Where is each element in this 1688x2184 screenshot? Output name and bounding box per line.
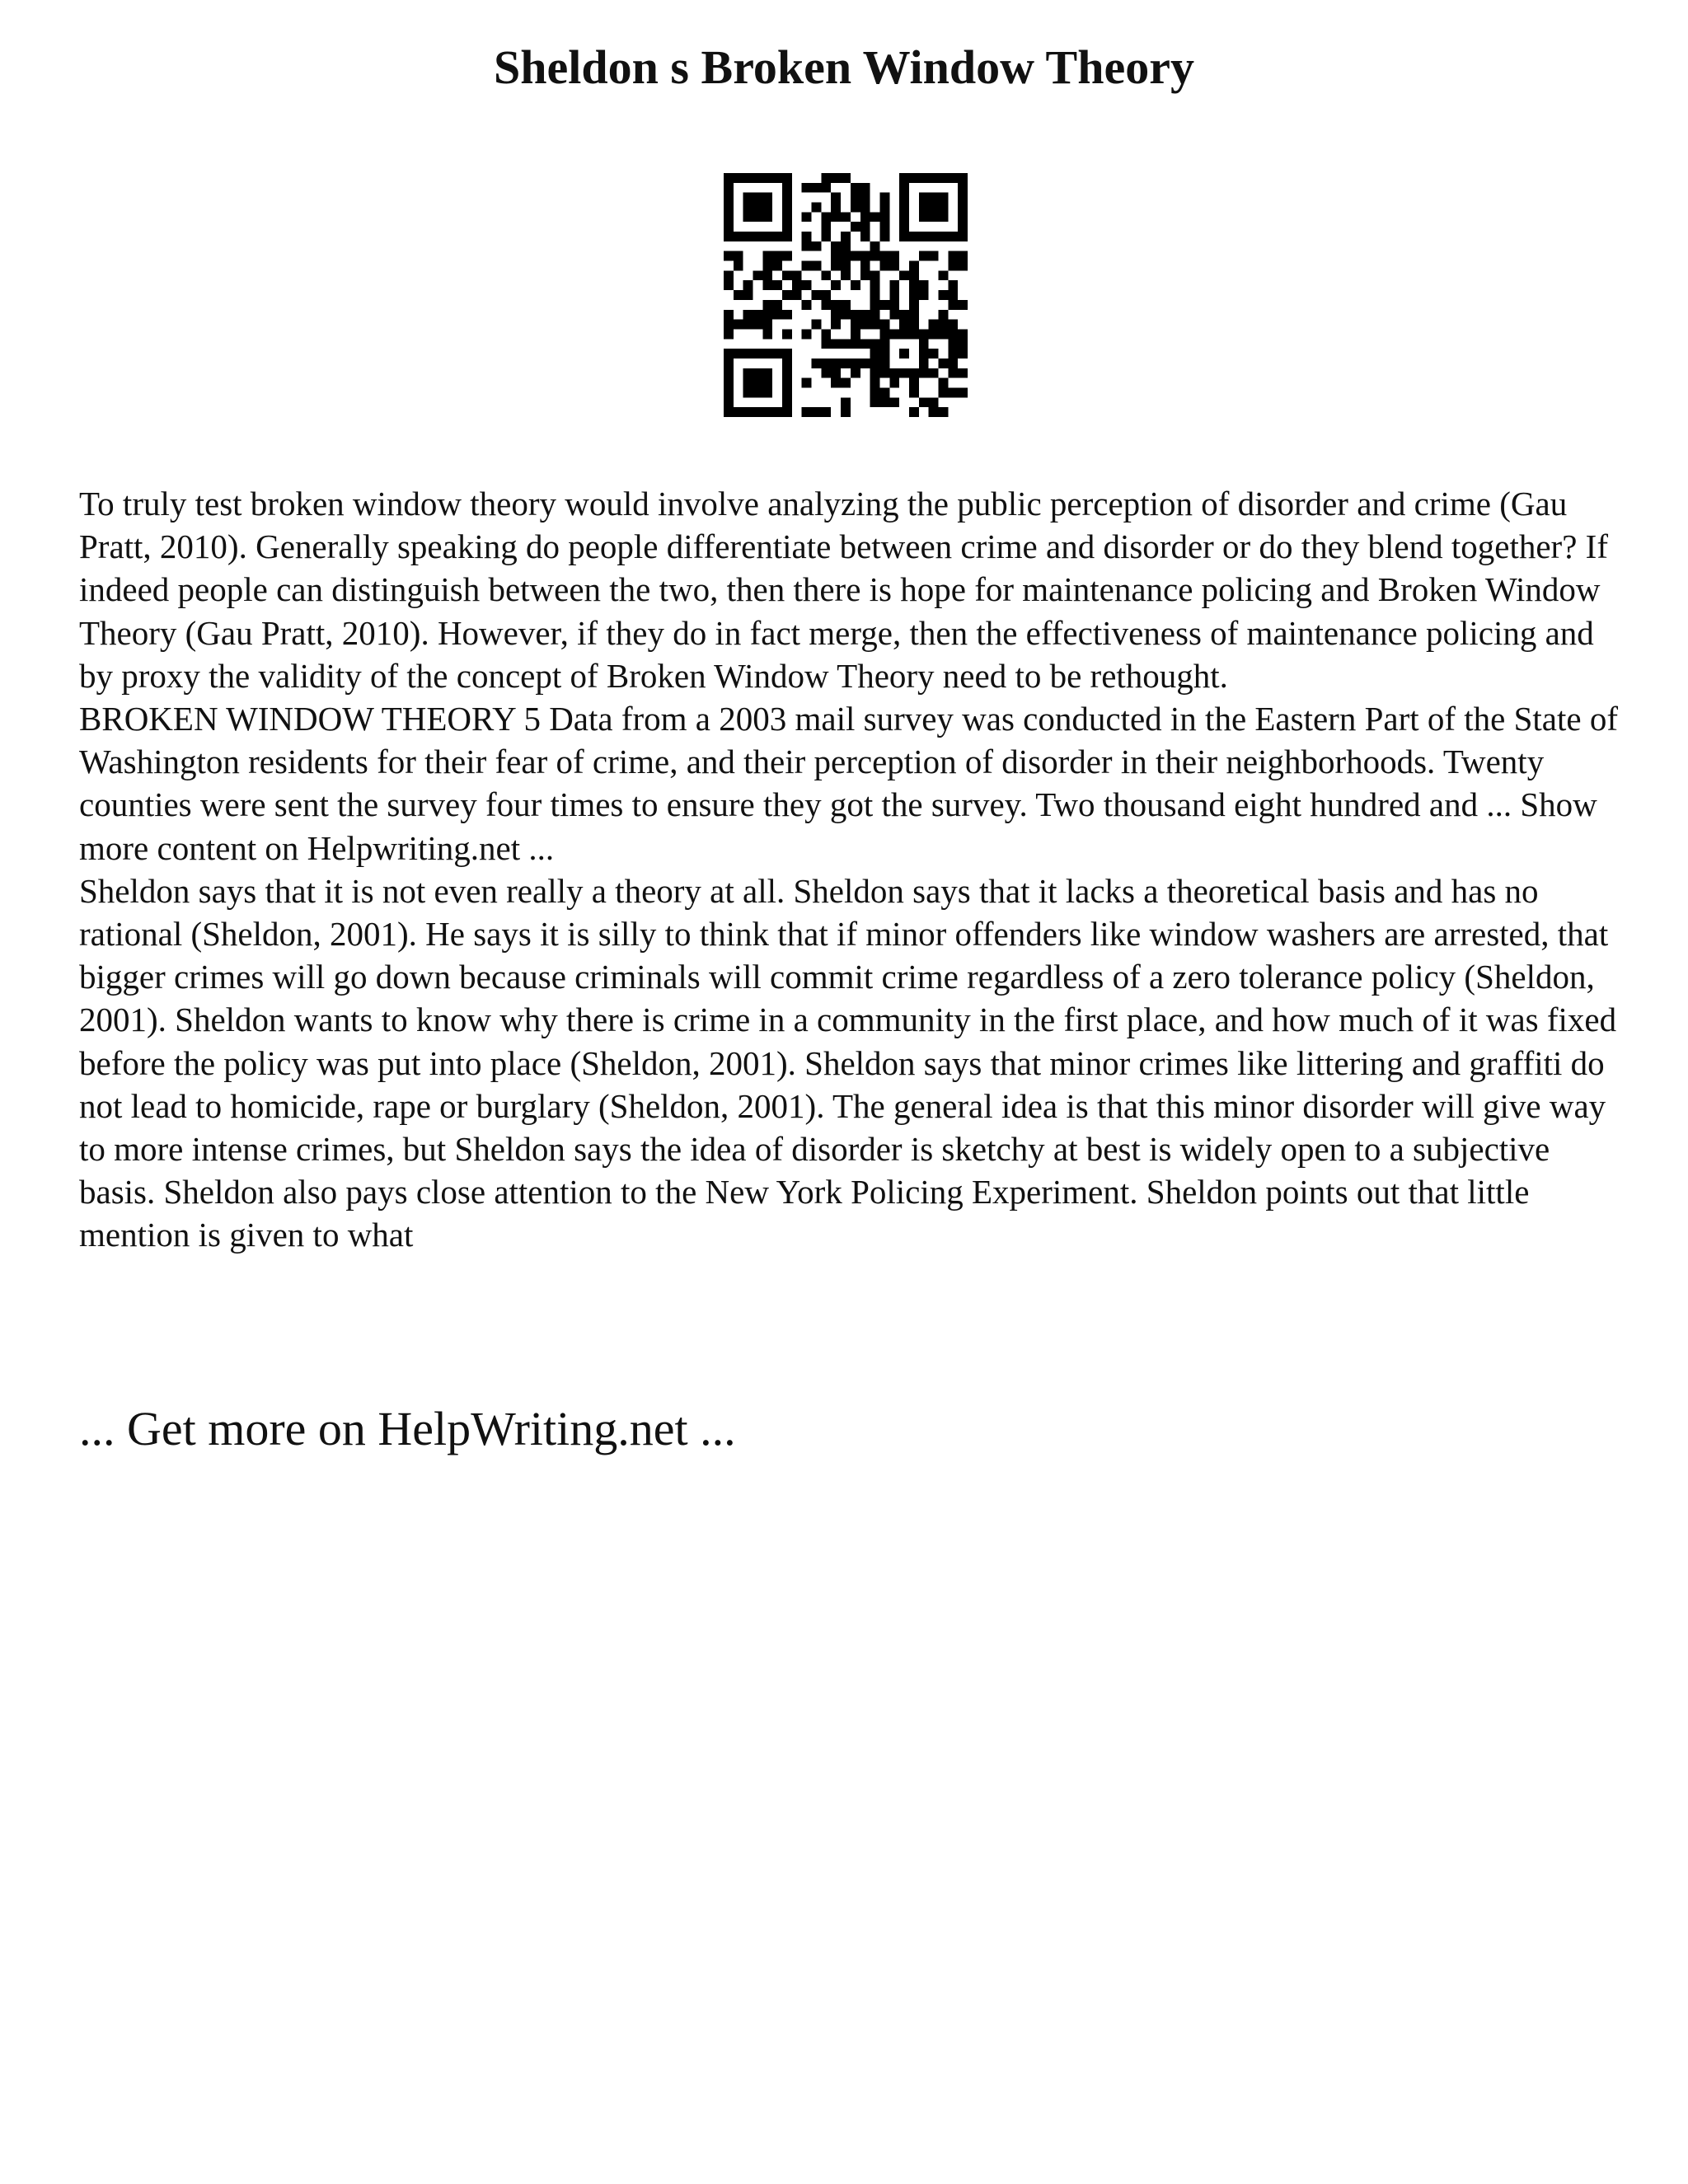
document-title: Sheldon s Broken Window Theory [494,40,1194,94]
paragraph: Sheldon says that it is not even really a theory at all. Sheldon says that it lacks a theoretical basis and has no rational (Sheldon, 2001). He says it is silly to think that if minor offenders like window washers are arrested, that bigger crimes will go down because criminals will commit crime regardless of a zero tolerance policy (Sheldon, 2001). Sheldon wants to know why there is crime in a community in the first place, and how much of it was fixed before the policy was put into place (Sheldon, 2001). Sheldon says that minor crimes like littering and graffiti do not lead to homicide, rape or burglary (Sheldon, 2001). The general idea is that this minor disorder will give way to more intense crimes, but Sheldon says the idea of disorder is sketchy at best is widely open to a subjective basis. Sheldon also pays close attention to the New York Policing Experiment. Sheldon points out that little mention is given to what [79,871,1617,1254]
document-body [79,482,1629,1257]
qr-code-icon [724,173,968,417]
paragraph: BROKEN WINDOW THEORY 5 Data from a 2003 mail survey was conducted in the Eastern Part of the State of Washington residents for their fear of crime, and their perception of disorder in their neighborhoods. Twenty counties were sent the survey four times to ensure they got the survey. Two thousand eight hundred and ... Show more content on Helpwriting.net ... [79,700,1619,867]
paragraph: To truly test broken window theory would involve analyzing the public perception of disorder and crime (Gau Pratt, 2010). Generally speaking do people differentiate between crime and disorder or do they blend together? If indeed people can distinguish between the two, then there is hope for maintenance policing and Broken Window Theory (Gau Pratt, 2010). However, if they do in fact merge, then the effectiveness of maintenance policing and by proxy the validity of the concept of Broken Window Theory need to be rethought. [79,485,1608,695]
get-more-link[interactable]: ... Get more on HelpWriting.net ... [79,1402,736,1455]
